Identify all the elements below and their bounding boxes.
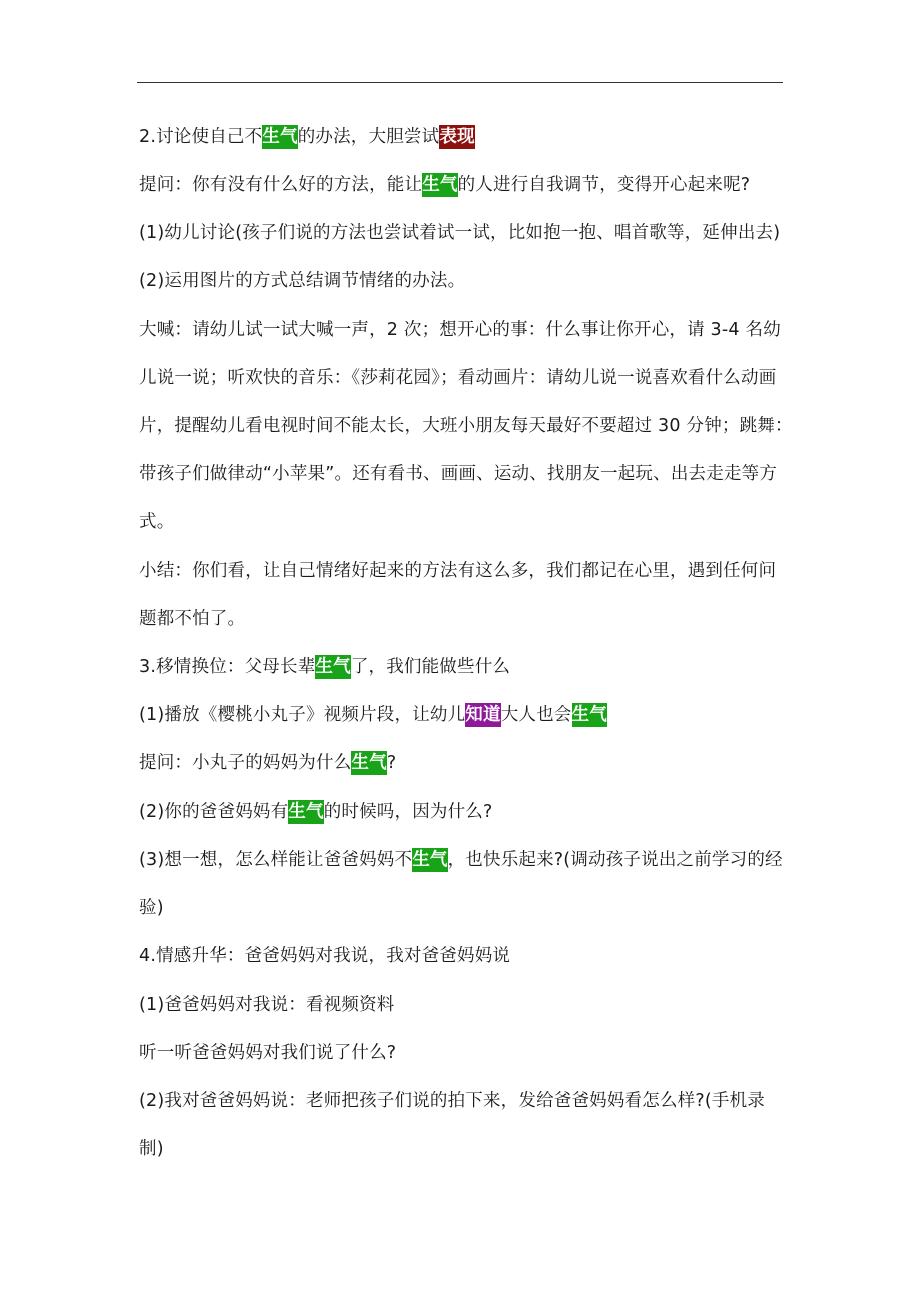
highlight-keyword: 生气 [288, 802, 324, 822]
highlight-keyword: 生气 [315, 657, 351, 677]
highlight-keyword: 知道 [465, 705, 501, 725]
paragraph-line [139, 992, 395, 1018]
text: 片，提醒幼儿看电视时间不能太长，大班小朋友每天最好不要超过 30 分钟；跳舞： [139, 416, 793, 436]
header-rule [137, 82, 783, 83]
text: (2)你的爸爸妈妈有 [139, 802, 289, 822]
text: (1)播放《樱桃小丸子》视频片段，让幼儿 [139, 705, 466, 725]
text: 的办法，大胆尝试 [297, 127, 440, 147]
text: 大喊：请幼儿试一试大喊一声，2 次；想开心的事：什么事让你开心，请 3-4 名幼 [139, 320, 781, 340]
highlight-keyword: 生气 [351, 753, 387, 773]
text: 制) [139, 1139, 164, 1159]
text: 儿说一说；听欢快的音乐：《莎莉花园》；看动画片：请幼儿说一说喜欢看什么动画 [139, 368, 777, 388]
text: 听一听爸爸妈妈对我们说了什么? [139, 1043, 397, 1063]
text: 的时候吗，因为什么? [323, 802, 493, 822]
heading-sublimation [139, 943, 510, 969]
text: (2)我对爸爸妈妈说：老师把孩子们说的拍下来，发给爸爸妈妈看怎么样?(手机录 [139, 1091, 766, 1111]
highlight-keyword: 生气 [262, 127, 298, 147]
paragraph-line [139, 895, 164, 921]
paragraph-line [139, 317, 781, 343]
paragraph-line [139, 702, 607, 728]
text: 的人进行自我调节，变得开心起来呢? [457, 175, 751, 195]
heading-discuss [139, 124, 475, 150]
paragraph-line [139, 1088, 765, 1114]
text: 3.移情换位：父母长辈 [139, 657, 316, 677]
text: 2.讨论使自己不 [139, 127, 263, 147]
paragraph-line [139, 750, 396, 776]
text: 式。 [139, 512, 175, 532]
paragraph-line [139, 413, 793, 439]
paragraph-line [139, 220, 780, 246]
text: ，也快乐起来?(调动孩子说出之前学习的经 [447, 850, 783, 870]
highlight-keyword: 生气 [571, 705, 607, 725]
paragraph-line [139, 268, 465, 294]
text: 大人也会 [500, 705, 572, 725]
text: (1)爸爸妈妈对我说：看视频资料 [139, 995, 395, 1015]
text: ? [386, 753, 397, 773]
paragraph-line [139, 461, 777, 487]
text: 带孩子们做律动“小苹果”。还有看书、画画、运动、找朋友一起玩、出去走走等方 [139, 464, 778, 484]
text: (2)运用图片的方式总结调节情绪的办法。 [139, 271, 466, 291]
paragraph-line [139, 799, 493, 825]
text: (1)幼儿讨论(孩子们说的方法也尝试着试一试，比如抱一抱、唱首歌等，延伸出去) [139, 223, 781, 243]
paragraph-line [139, 509, 174, 535]
heading-empathy [139, 654, 510, 680]
text: 提问：你有没有什么好的方法，能让 [139, 175, 423, 195]
paragraph-line [139, 172, 750, 198]
text: 验) [139, 898, 164, 918]
text: 提问：小丸子的妈妈为什么 [139, 753, 352, 773]
highlight-keyword: 生气 [412, 850, 448, 870]
text: 小结：你们看，让自己情绪好起来的方法有这么多，我们都记在心里，遇到任何问 [139, 561, 777, 581]
paragraph-line [139, 558, 776, 584]
paragraph-line [139, 365, 776, 391]
highlight-keyword: 生气 [422, 175, 458, 195]
highlight-keyword: 表现 [439, 127, 475, 147]
text: 题都不怕了。 [139, 609, 246, 629]
paragraph-line [139, 1136, 164, 1162]
paragraph-line [139, 1040, 396, 1066]
text: 了，我们能做些什么 [350, 657, 511, 677]
text: 4.情感升华：爸爸妈妈对我说，我对爸爸妈妈说 [139, 946, 511, 966]
text: (3)想一想，怎么样能让爸爸妈妈不 [139, 850, 413, 870]
paragraph-line [139, 606, 245, 632]
paragraph-line [139, 847, 783, 873]
